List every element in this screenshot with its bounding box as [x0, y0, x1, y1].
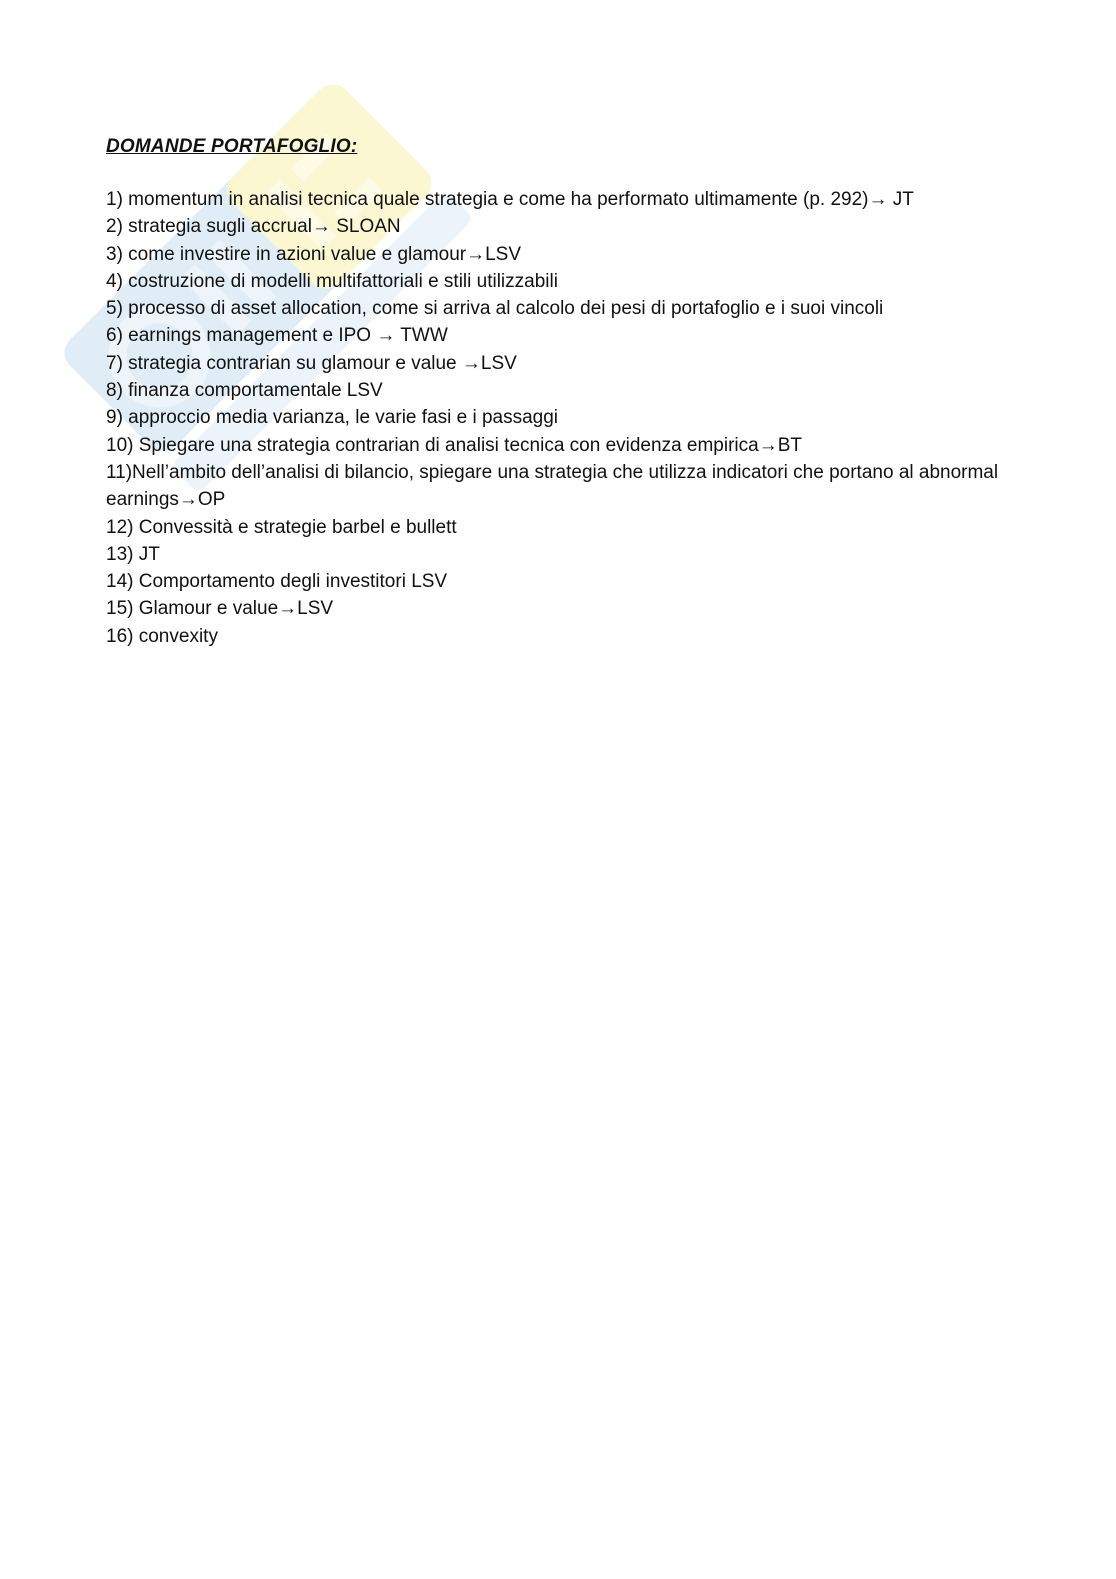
question-item: 1) momentum in analisi tecnica quale strategia e come ha performato ultimamente (p. 292)→ JT — [106, 189, 914, 210]
question-item: 5) processo di asset allocation, come si arriva al calcolo dei pesi di portafoglio e i suoi vincoli — [106, 298, 884, 320]
question-item: 6) earnings management e IPO → TWW — [106, 325, 448, 347]
question-item: 12) Convessità e strategie barbel e bullett — [106, 516, 457, 538]
question-item: 13) JT — [106, 543, 160, 565]
question-item: 3) come investire in azioni value e glamour→LSV — [106, 243, 522, 265]
document-title: DOMANDE PORTAFOGLIO: — [106, 136, 358, 157]
question-item: 7) strategia contrarian su glamour e value →LSV — [106, 352, 517, 374]
question-item: 10) Spiegare una strategia contrarian di analisi tecnica con evidenza empirica→BT — [106, 434, 802, 456]
questions-list — [106, 186, 1026, 650]
question-item: 11)Nell’ambito dell’analisi di bilancio, spiegare una strategia che utilizza indicatori che portano al abnormal earnings→OP — [106, 461, 999, 511]
question-item: 8) finanza comportamentale LSV — [106, 380, 383, 402]
question-item: 16) convexity — [106, 625, 218, 647]
question-item: 2) strategia sugli accrual→ SLOAN — [106, 216, 401, 238]
question-item: 9) approccio media varianza, le varie fasi e i passaggi — [106, 407, 559, 429]
question-item: 14) Comportamento degli investitori LSV — [106, 571, 448, 593]
document-content — [106, 134, 1026, 650]
question-item: 15) Glamour e value→LSV — [106, 598, 334, 620]
question-item: 4) costruzione di modelli multifattoriali e stili utilizzabili — [106, 270, 558, 292]
